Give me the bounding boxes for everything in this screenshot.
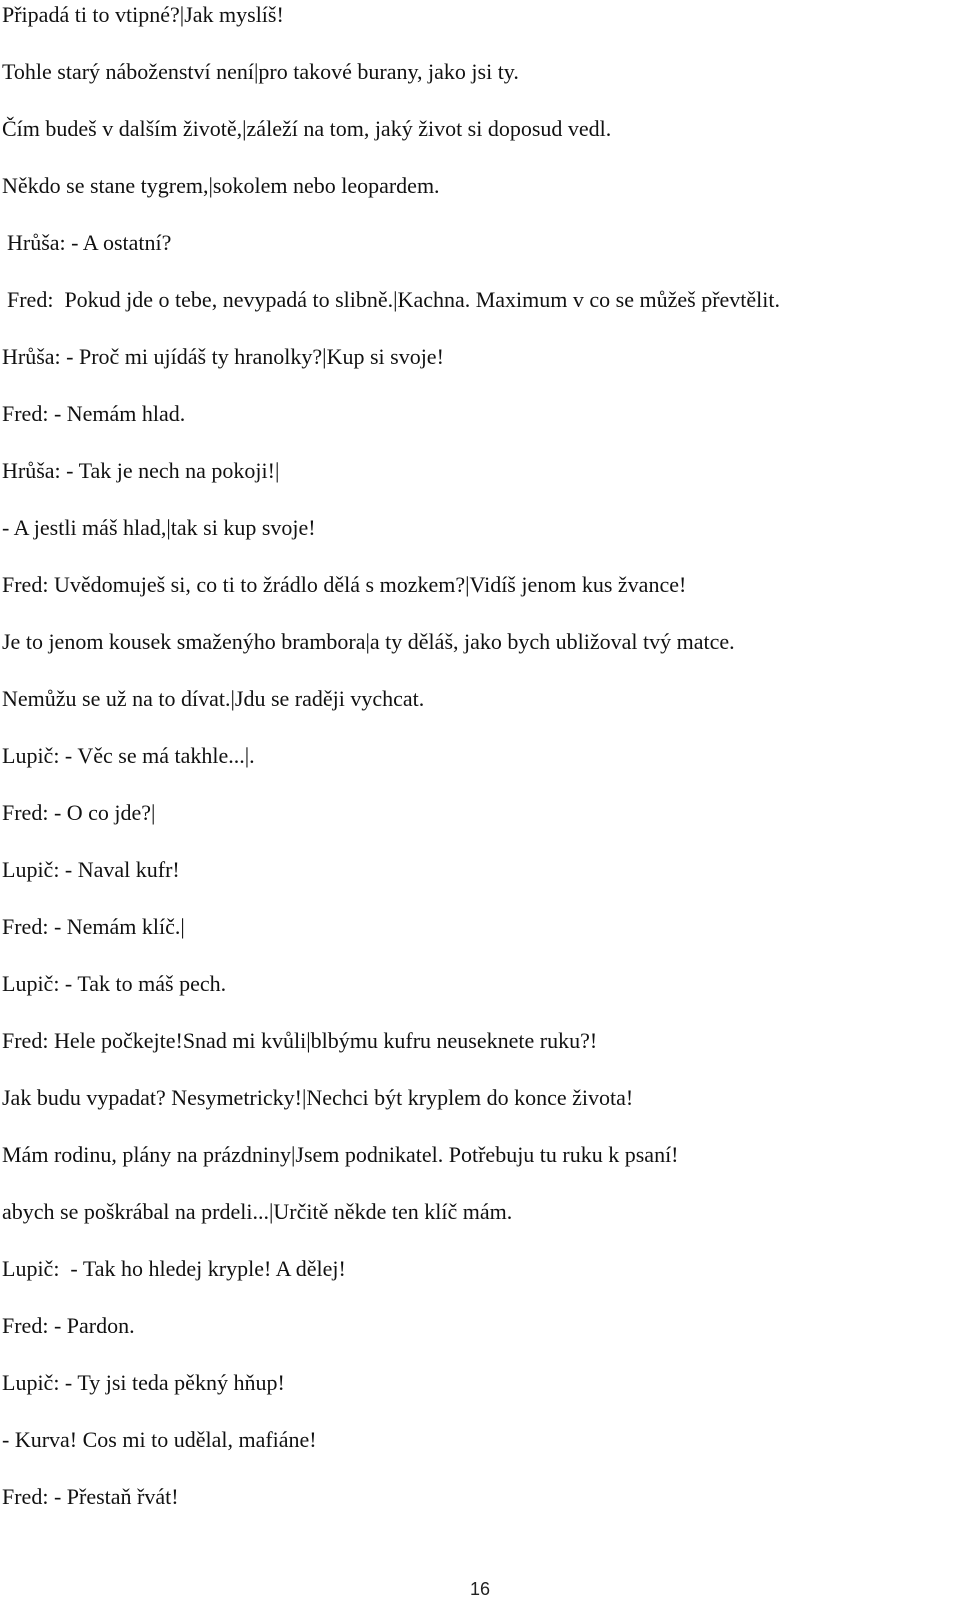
text-line: Hrůša: - A ostatní? bbox=[7, 230, 172, 255]
text-line: Čím budeš v dalším životě,|záleží na tom, jaký život si doposud vedl. bbox=[2, 116, 612, 141]
text-line: Lupič: - Tak to máš pech. bbox=[2, 971, 227, 996]
text-line: Lupič: - Věc se má takhle...|. bbox=[2, 743, 255, 768]
text-line: - Kurva! Cos mi to udělal, mafiáne! bbox=[2, 1427, 317, 1452]
text-line: Fred: - Přestaň řvát! bbox=[2, 1484, 179, 1509]
text-line: Připadá ti to vtipné?|Jak myslíš! bbox=[2, 2, 284, 27]
text-line: Někdo se stane tygrem,|sokolem nebo leopardem. bbox=[2, 173, 440, 198]
text-line: Fred: Uvědomuješ si, co ti to žrádlo dělá s mozkem?|Vidíš jenom kus žvance! bbox=[2, 572, 687, 597]
text-line: Je to jenom kousek smaženýho brambora|a ty děláš, jako bych ubližoval tvý matce. bbox=[2, 629, 735, 654]
text-line: Lupič: - Tak ho hledej kryple! A dělej! bbox=[2, 1256, 346, 1281]
text-line: Hrůša: - Tak je nech na pokoji!| bbox=[2, 458, 280, 483]
text-line: Lupič: - Naval kufr! bbox=[2, 857, 180, 882]
text-line: Fred: - Nemám klíč.| bbox=[2, 914, 185, 939]
text-line: Jak budu vypadat? Nesymetricky!|Nechci být kryplem do konce života! bbox=[2, 1085, 634, 1110]
text-line: Fred: - Pardon. bbox=[2, 1313, 135, 1338]
text-line: Tohle starý náboženství není|pro takové burany, jako jsi ty. bbox=[2, 59, 519, 84]
text-line: - A jestli máš hlad,|tak si kup svoje! bbox=[2, 515, 316, 540]
page-number: 16 bbox=[469, 1579, 491, 1599]
text-line: Fred: Hele počkejte!Snad mi kvůli|blbýmu kufru neuseknete ruku?! bbox=[2, 1028, 598, 1053]
text-line: Fred: - Nemám hlad. bbox=[2, 401, 186, 426]
text-line: Fred: - O co jde?| bbox=[2, 800, 156, 825]
text-line: Lupič: - Ty jsi teda pěkný hňup! bbox=[2, 1370, 285, 1395]
text-line: Fred: Pokud jde o tebe, nevypadá to slibně.|Kachna. Maximum v co se můžeš převtělit. bbox=[7, 287, 780, 312]
text-line: Hrůša: - Proč mi ujídáš ty hranolky?|Kup si svoje! bbox=[2, 344, 444, 369]
text-line: Nemůžu se už na to dívat.|Jdu se raději vychcat. bbox=[2, 686, 425, 711]
text-line: abych se poškrábal na prdeli...|Určitě někde ten klíč mám. bbox=[2, 1199, 513, 1224]
text-line: Mám rodinu, plány na prázdniny|Jsem podnikatel. Potřebuju tu ruku k psaní! bbox=[2, 1142, 679, 1167]
